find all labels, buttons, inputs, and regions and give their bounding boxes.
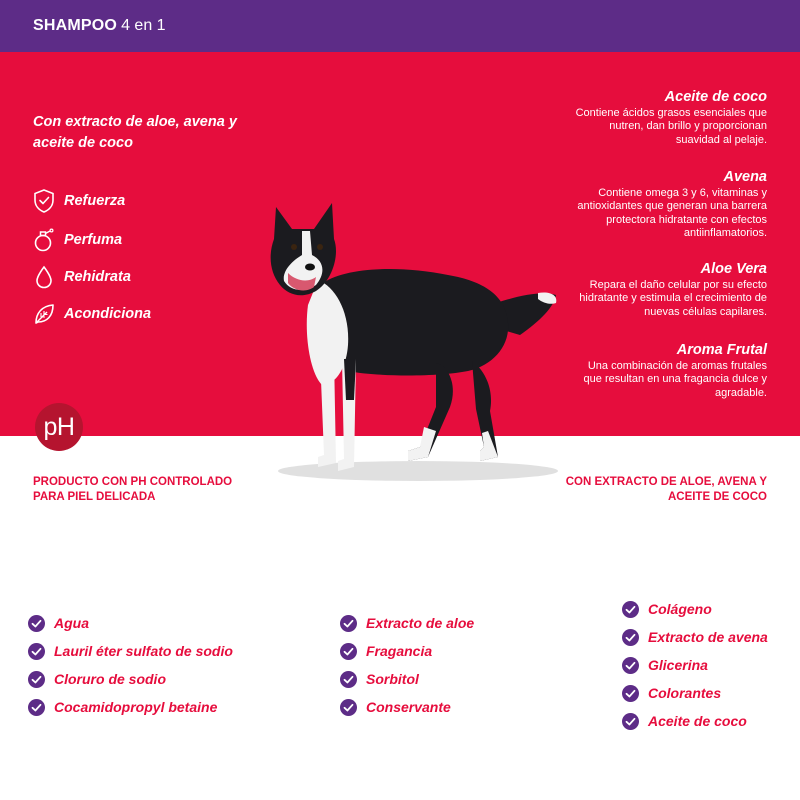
extract-caption: CON EXTRACTO DE ALOE, AVENA Y ACEITE DE COCO [565, 476, 767, 503]
benefit-label: Rehidrata [64, 269, 131, 285]
list-item [340, 609, 474, 637]
ingredient-benefit-desc: Repara el daño celular por su efecto hidratante y estimula el crecimiento de nuevas células capilares. [579, 279, 767, 318]
benefit-rehidrata [32, 264, 131, 290]
ingredients-column-2 [340, 609, 474, 721]
ingredient-label: Aceite de coco [648, 713, 747, 729]
ingredient-label: Agua [54, 615, 89, 631]
list-item [340, 637, 474, 665]
ph-badge: pH [35, 403, 83, 451]
benefit-label: Refuerza [64, 193, 126, 209]
ingredient-benefit-coco [567, 89, 767, 147]
list-item [622, 679, 768, 707]
check-icon [28, 671, 45, 688]
check-icon [340, 671, 357, 688]
shield-check-icon [32, 188, 56, 214]
ingredient-benefit-aloe [567, 261, 767, 319]
benefit-refuerza [32, 188, 125, 214]
ingredient-benefit-desc: Contiene ácidos grasos esenciales que nutren, dan brillo y proporcionan suavidad al pelaje. [575, 107, 767, 146]
list-item [28, 637, 233, 665]
dog-image [258, 195, 568, 495]
ingredient-benefit-title: Aloe Vera [700, 261, 767, 277]
ingredients-column-3 [622, 595, 768, 735]
check-icon [622, 685, 639, 702]
benefit-acondiciona [32, 301, 151, 327]
benefit-perfuma [32, 227, 122, 253]
check-icon [340, 643, 357, 660]
ingredient-label: Colágeno [648, 601, 712, 617]
ingredient-label: Conservante [366, 699, 451, 715]
list-item [340, 693, 474, 721]
header-bar [0, 0, 800, 52]
product-variant: 4 en 1 [121, 17, 166, 34]
ingredient-benefit-desc: Contiene omega 3 y 6, vitaminas y antioxidantes que generan una barrera protectora hidratante con efectos antiinflamatorios. [577, 187, 767, 239]
ingredient-label: Cloruro de sodio [54, 671, 166, 687]
list-item [340, 665, 474, 693]
ingredient-label: Lauril éter sulfato de sodio [54, 643, 233, 659]
list-item [28, 693, 233, 721]
ingredient-label: Cocamidopropyl betaine [54, 699, 218, 715]
check-icon [28, 699, 45, 716]
check-icon [622, 657, 639, 674]
list-item [28, 609, 233, 637]
ingredient-benefit-avena [567, 169, 767, 240]
list-item [622, 595, 768, 623]
benefit-label: Perfuma [64, 232, 123, 248]
ingredient-benefit-desc: Una combinación de aromas frutales que resultan en una fragancia dulce y agradable. [583, 360, 767, 399]
check-icon [340, 615, 357, 632]
check-icon [622, 713, 639, 730]
ingredient-label: Glicerina [648, 657, 708, 673]
check-icon [28, 643, 45, 660]
benefit-label: Acondiciona [64, 306, 152, 322]
check-icon [622, 629, 639, 646]
ingredient-label: Extracto de avena [648, 629, 768, 645]
ingredient-benefit-aroma [567, 342, 767, 400]
ingredient-label: Sorbitol [366, 671, 419, 687]
list-item [622, 651, 768, 679]
list-item [28, 665, 233, 693]
ingredient-label: Fragancia [366, 643, 433, 659]
ingredient-benefit-title: Aceite de coco [664, 89, 767, 105]
check-icon [340, 699, 357, 716]
product-name: SHAMPOO [33, 17, 118, 34]
check-icon [622, 601, 639, 618]
ingredient-benefit-title: Aroma Frutal [676, 342, 767, 358]
ingredient-benefit-title: Avena [723, 169, 767, 185]
list-item [622, 623, 768, 651]
water-drop-icon [32, 264, 56, 290]
list-item [622, 707, 768, 735]
ingredient-label: Colorantes [648, 685, 722, 701]
ph-caption: PRODUCTO CON PH CONTROLADO PARA PIEL DELICADA [33, 476, 233, 503]
perfume-bottle-icon [32, 227, 56, 253]
leaf-icon [32, 301, 56, 327]
check-icon [28, 615, 45, 632]
ingredient-label: Extracto de aloe [366, 615, 475, 631]
intro-text: Con extracto de aloe, avena y aceite de coco [33, 114, 237, 151]
ingredients-column-1 [28, 609, 233, 721]
